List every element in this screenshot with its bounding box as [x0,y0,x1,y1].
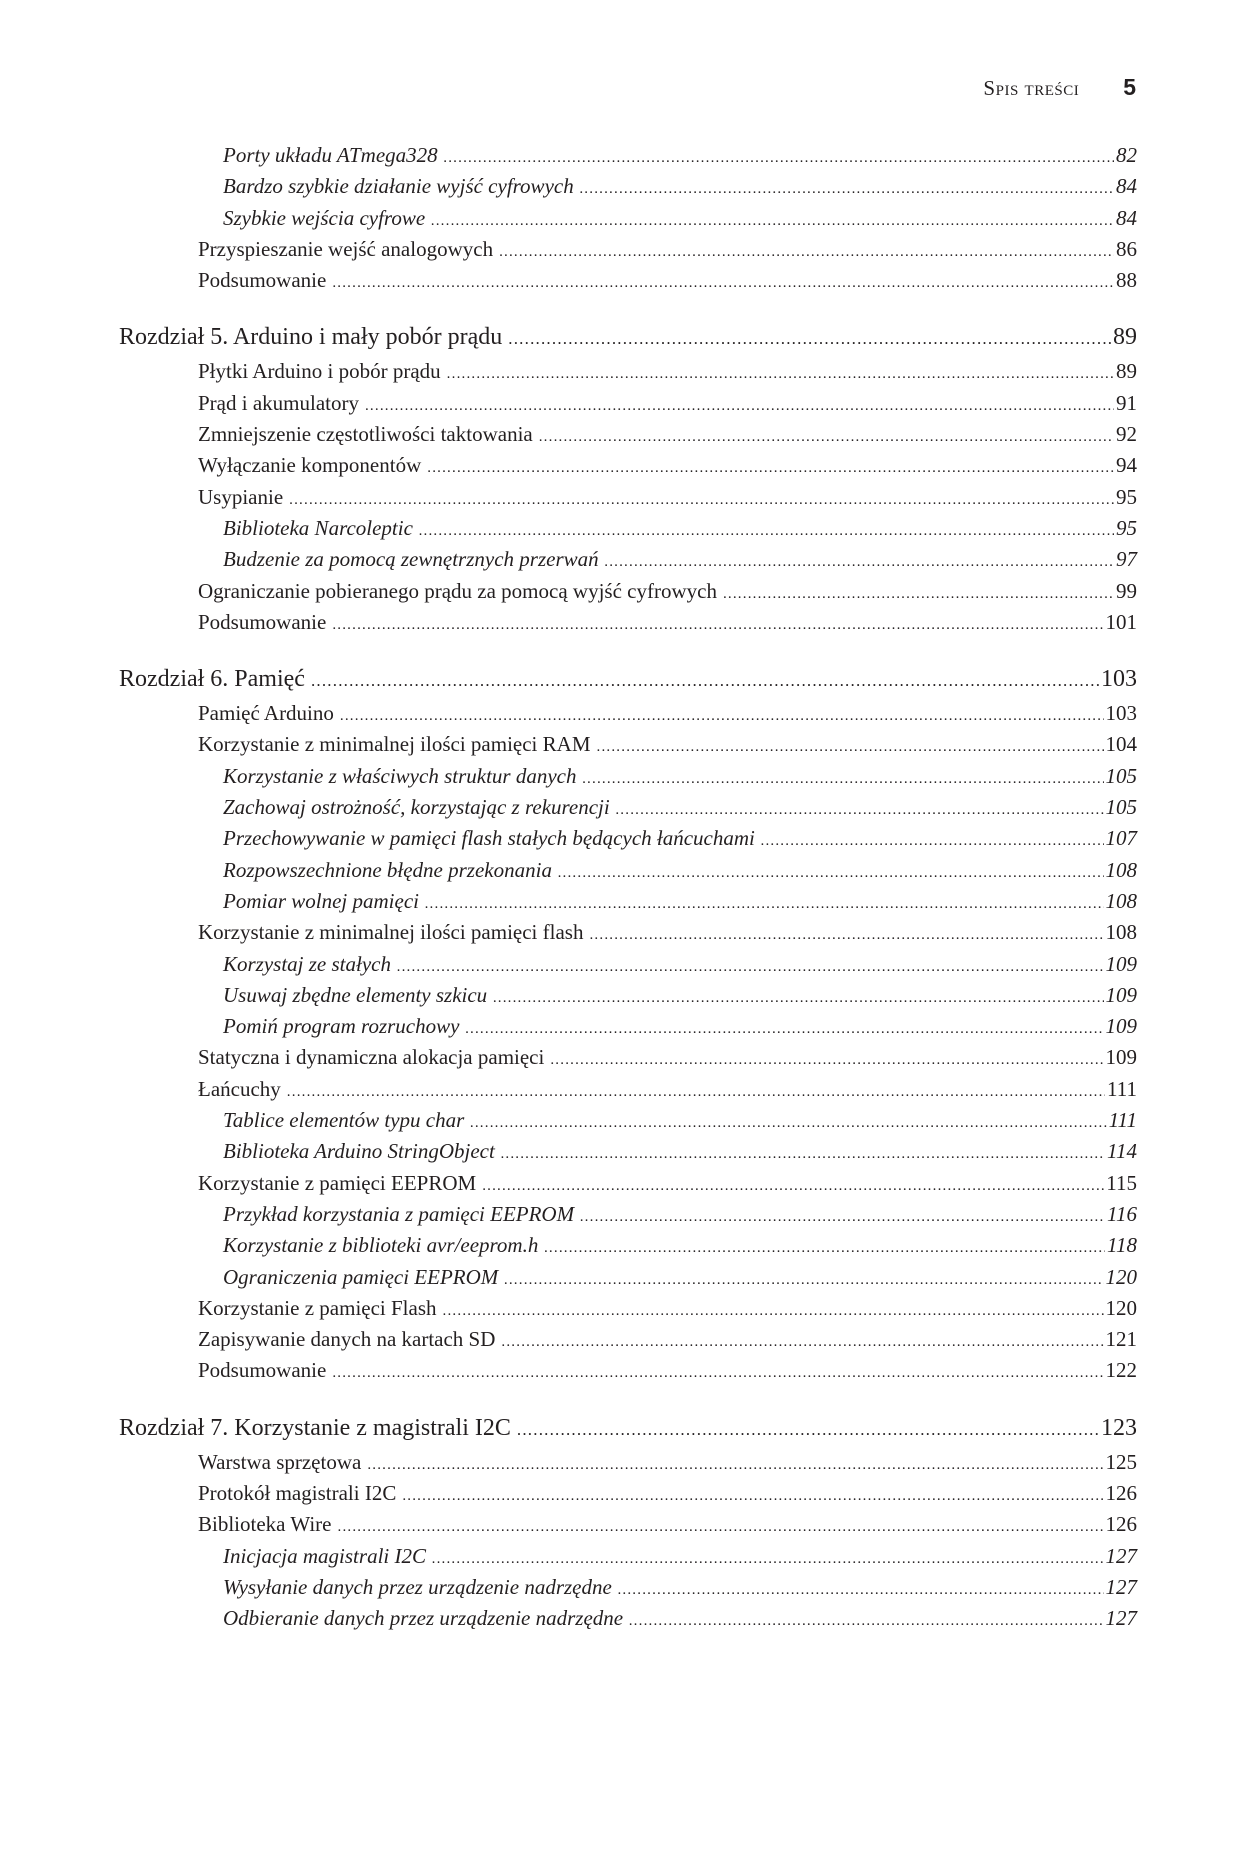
toc-subsection-entry[interactable] [119,1541,1137,1572]
dot-leader [544,1233,1105,1264]
dot-leader [723,579,1114,610]
toc-subsection-entry[interactable] [119,1262,1137,1293]
toc-entry-page: 89 [1116,359,1137,384]
dot-leader [338,1512,1104,1543]
toc-entry-page: 108 [1105,888,1137,913]
dot-leader [580,1202,1105,1233]
toc-subsection-entry[interactable] [119,886,1137,917]
toc-entry-page: 107 [1105,826,1137,851]
toc-entry-title: Przyspieszanie wejść analogowych [198,236,494,261]
toc-entry-page: 109 [1105,951,1137,976]
toc-entry-page: 123 [1101,1414,1137,1441]
dot-leader [499,237,1114,268]
toc-chapter-entry[interactable] [119,319,1137,356]
toc-entry-title: Podsumowanie [198,609,327,634]
toc-subsection-entry[interactable] [119,1011,1137,1042]
toc-entry-page: 122 [1105,1358,1137,1383]
dot-leader [629,1606,1103,1637]
toc-section-entry[interactable] [119,607,1137,638]
toc-subsection-entry[interactable] [119,544,1137,575]
toc-section-entry[interactable] [119,234,1137,265]
toc-subsection-entry[interactable] [119,761,1137,792]
toc-entry-title: Rozpowszechnione błędne przekonania [223,857,552,882]
toc-entry-page: 105 [1105,795,1137,820]
dot-leader [289,485,1114,516]
dot-leader [340,701,1104,732]
toc-entry-page: 95 [1116,515,1137,540]
toc-entry-page: 125 [1105,1449,1137,1474]
toc-entry-title: Budzenie za pomocą zewnętrznych przerwań [223,547,599,572]
toc-entry-page: 84 [1116,205,1137,230]
toc-entry-title: Korzystanie z pamięci Flash [198,1295,437,1320]
dot-leader [431,206,1114,237]
dot-leader [616,795,1104,826]
toc-subsection-entry[interactable] [119,1572,1137,1603]
toc-entry-title: Korzystanie z pamięci EEPROM [198,1170,477,1195]
dot-leader [580,174,1114,205]
toc-entry-page: 109 [1105,982,1137,1007]
dot-leader [493,983,1103,1014]
toc-entry-title: Łańcuchy [198,1076,281,1101]
toc-entry-title: Płytki Arduino i pobór prądu [198,359,441,384]
toc-subsection-entry[interactable] [119,949,1137,980]
toc-section-entry[interactable] [119,576,1137,607]
toc-section-entry[interactable] [119,356,1137,387]
toc-section-entry[interactable] [119,1324,1137,1355]
toc-subsection-entry[interactable] [119,855,1137,886]
dot-leader [367,1450,1103,1481]
toc-entry-page: 109 [1105,1014,1137,1039]
dot-leader [425,889,1104,920]
toc-entry-title: Podsumowanie [198,268,327,293]
toc-entry-page: 108 [1105,920,1137,945]
toc-entry-title: Odbieranie danych przez urządzenie nadrzędne [223,1606,624,1631]
toc-section-entry[interactable] [119,419,1137,450]
toc-subsection-entry[interactable] [119,980,1137,1011]
toc-entry-title: Rozdział 6. Pamięć [119,666,305,693]
toc-section-entry[interactable] [119,450,1137,481]
toc-entry-page: 108 [1105,857,1137,882]
toc-entry-page: 120 [1105,1295,1137,1320]
dot-leader [482,1171,1104,1202]
dot-leader [332,1358,1103,1389]
dot-leader [539,422,1114,453]
toc-entry-page: 92 [1116,422,1137,447]
dot-leader [589,920,1103,951]
toc-entry-page: 116 [1107,1201,1137,1226]
toc-entry-page: 88 [1116,268,1137,293]
toc-entry-title: Wyłączanie komponentów [198,453,422,478]
toc-entry-title: Korzystaj ze stałych [223,951,391,976]
toc-entry-title: Bardzo szybkie działanie wyjść cyfrowych [223,174,574,199]
dot-leader [427,453,1114,484]
toc-entry-page: 86 [1116,236,1137,261]
toc-subsection-entry[interactable] [119,792,1137,823]
dot-leader [470,1108,1106,1139]
toc-entry-page: 114 [1107,1139,1137,1164]
toc-entry-title: Rozdział 5. Arduino i mały pobór prądu [119,324,503,351]
toc-entry-title: Statyczna i dynamiczna alokacja pamięci [198,1045,545,1070]
toc-entry-title: Przykład korzystania z pamięci EEPROM [223,1201,575,1226]
dot-leader [501,1327,1103,1358]
toc-section-entry[interactable] [119,1447,1137,1478]
toc-section-entry[interactable] [119,482,1137,513]
toc-entry-title: Szybkie wejścia cyfrowe [223,205,426,230]
dot-leader [605,547,1114,578]
toc-entry-page: 121 [1105,1327,1137,1352]
toc-section-entry[interactable] [119,917,1137,948]
toc-section-entry[interactable] [119,1509,1137,1540]
toc-entry-title: Porty układu ATmega328 [223,143,438,167]
dot-leader [419,516,1114,547]
dot-leader [504,1265,1103,1296]
toc-entry-page: 82 [1116,143,1137,167]
toc-entry-title: Inicjacja magistrali I2C [223,1543,426,1568]
toc-entry-title: Biblioteka Wire [198,1512,332,1537]
toc-entry-title: Ograniczanie pobieranego prądu za pomocą wyjść cyfrowych [198,578,717,603]
page-number: 5 [1123,74,1136,100]
toc-entry-page: 127 [1105,1574,1137,1599]
toc-entry-title: Korzystanie z biblioteki avr/eeprom.h [223,1233,539,1258]
toc-entry-page: 103 [1105,701,1137,726]
dot-leader [550,1045,1103,1076]
toc-entry-page: 95 [1116,484,1137,509]
toc-entry-title: Korzystanie z minimalnej ilości pamięci flash [198,920,584,945]
toc-entry-title: Tablice elementów typu char [223,1108,465,1133]
dot-leader [365,391,1114,422]
dot-leader [402,1481,1103,1512]
toc-section-entry[interactable] [119,698,1137,729]
toc-entry-page: 103 [1101,666,1137,693]
toc-chapter-entry[interactable] [119,661,1137,698]
dot-leader [761,826,1104,857]
dot-leader [332,268,1114,299]
toc-subsection-entry[interactable] [119,171,1137,202]
toc-section-entry[interactable] [119,1478,1137,1509]
toc-entry-title: Prąd i akumulatory [198,390,359,415]
toc-entry-title: Biblioteka Narcoleptic [223,515,413,540]
toc-entry-page: 111 [1107,1076,1137,1101]
toc-subsection-entry[interactable] [119,1136,1137,1167]
toc-entry-page: 84 [1116,174,1137,199]
toc-entry-page: 101 [1105,609,1137,634]
table-of-contents [119,140,1137,1634]
toc-section-entry[interactable] [119,1355,1137,1386]
toc-entry-page: 115 [1106,1170,1137,1195]
toc-subsection-entry[interactable] [119,1199,1137,1230]
toc-entry-page: 99 [1116,578,1137,603]
toc-entry-page: 94 [1116,453,1137,478]
toc-entry-title: Pomiń program rozruchowy [223,1014,460,1039]
toc-entry-page: 127 [1105,1606,1137,1631]
toc-entry-title: Pamięć Arduino [198,701,334,726]
dot-leader [618,1575,1104,1606]
toc-chapter-entry[interactable] [119,1410,1137,1447]
dot-leader [432,1544,1104,1575]
toc-entry-title: Przechowywanie w pamięci flash stałych będących łańcuchami [223,826,755,851]
toc-entry-title: Ograniczenia pamięci EEPROM [223,1264,499,1289]
toc-section-entry[interactable] [119,1293,1137,1324]
toc-entry-page: 120 [1105,1264,1137,1289]
running-head-title: Spis treści [983,76,1080,100]
running-head [983,74,1136,101]
toc-section-entry[interactable] [119,265,1137,296]
toc-subsection-entry[interactable] [119,1230,1137,1261]
toc-entry-page: 91 [1116,390,1137,415]
toc-entry-page: 104 [1105,732,1137,757]
dot-leader [508,320,1111,357]
toc-section-entry[interactable] [119,388,1137,419]
dot-leader [465,1014,1103,1045]
toc-entry-page: 105 [1105,763,1137,788]
toc-entry-title: Protokół magistrali I2C [198,1480,397,1505]
toc-entry-title: Podsumowanie [198,1358,327,1383]
toc-entry-page: 126 [1105,1512,1137,1537]
dot-leader [582,764,1103,795]
toc-entry-title: Pomiar wolnej pamięci [223,888,419,913]
toc-subsection-entry[interactable] [119,823,1137,854]
dot-leader [597,732,1104,763]
dot-leader [517,1411,1099,1448]
toc-entry-page: 126 [1105,1480,1137,1505]
dot-leader [447,359,1114,390]
toc-section-entry[interactable] [119,729,1137,760]
toc-entry-title: Zmniejszenie częstotliwości taktowania [198,422,533,447]
toc-entry-title: Korzystanie z minimalnej ilości pamięci RAM [198,732,591,757]
dot-leader [443,1296,1104,1327]
dot-leader [287,1077,1105,1108]
dot-leader [444,143,1114,174]
toc-entry-title: Zachowaj ostrożność, korzystając z rekurencji [223,795,610,820]
toc-subsection-entry[interactable] [119,1105,1137,1136]
dot-leader [311,662,1099,699]
toc-subsection-entry[interactable] [119,1603,1137,1634]
dot-leader [332,610,1103,641]
toc-entry-title: Korzystanie z właściwych struktur danych [223,763,577,788]
toc-entry-page: 97 [1116,547,1137,572]
toc-subsection-entry[interactable] [119,513,1137,544]
toc-subsection-entry[interactable] [119,140,1137,171]
toc-entry-page: 111 [1108,1108,1137,1133]
toc-entry-title: Usuwaj zbędne elementy szkicu [223,982,488,1007]
toc-entry-title: Warstwa sprzętowa [198,1449,362,1474]
toc-entry-title: Rozdział 7. Korzystanie z magistrali I2C [119,1414,511,1441]
toc-entry-title: Wysyłanie danych przez urządzenie nadrzędne [223,1574,612,1599]
toc-section-entry[interactable] [119,1168,1137,1199]
toc-section-entry[interactable] [119,1074,1137,1105]
dot-leader [397,952,1104,983]
toc-entry-page: 89 [1113,324,1137,351]
toc-entry-title: Biblioteka Arduino StringObject [223,1139,495,1164]
toc-section-entry[interactable] [119,1042,1137,1073]
dot-leader [558,858,1104,889]
toc-entry-page: 118 [1107,1233,1137,1258]
toc-subsection-entry[interactable] [119,203,1137,234]
toc-entry-page: 109 [1105,1045,1137,1070]
toc-entry-page: 127 [1105,1543,1137,1568]
toc-entry-title: Usypianie [198,484,284,509]
dot-leader [501,1139,1105,1170]
toc-entry-title: Zapisywanie danych na kartach SD [198,1327,496,1352]
